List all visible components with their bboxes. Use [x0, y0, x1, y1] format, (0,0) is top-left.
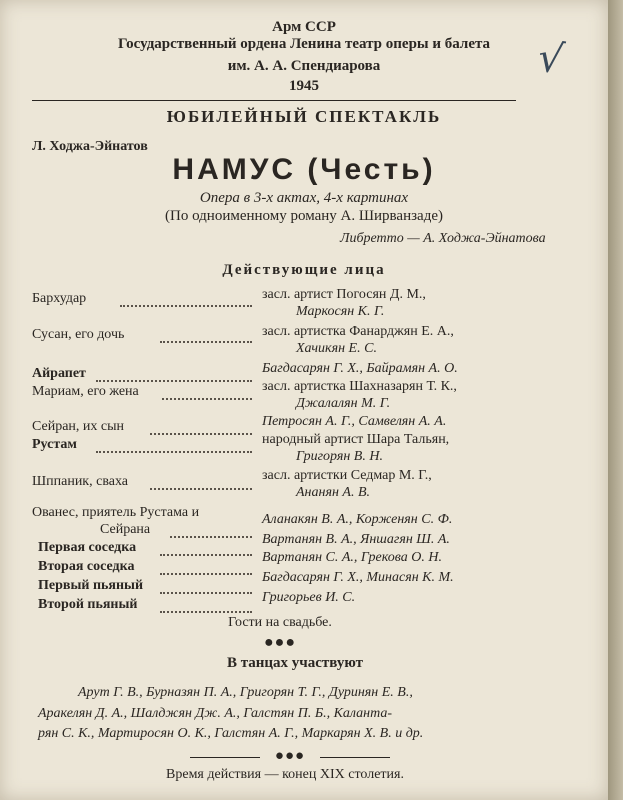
opera-subtitle: Опера в 3-х актах, 4-х картинах — [199, 190, 409, 206]
role-name: Первый пьяный — [38, 578, 144, 593]
page-edge — [608, 0, 623, 800]
header-year: 1945 — [289, 78, 319, 94]
performer-line: засл. артист Погосян Д. М., — [262, 287, 426, 302]
header-divider — [32, 100, 516, 101]
cast-heading: Действующие лица — [222, 262, 386, 278]
role-name: Сейран, их сын — [32, 419, 125, 434]
role-name: Бархудар — [32, 291, 87, 306]
time-of-action: Время действия — конец XIX столетия. — [166, 767, 404, 782]
performer-line: Петросян А. Г., Самвелян А. А. — [262, 414, 447, 429]
role-name: Рустам — [32, 437, 77, 452]
performer-line: засл. артистки Седмар М. Г., — [262, 468, 432, 483]
guests-note: Гости на свадьбе. — [228, 615, 332, 630]
role-name: Вторая соседка — [38, 559, 135, 574]
role-name: Шппаник, сваха — [32, 474, 128, 489]
leader-dots — [170, 536, 252, 538]
libretto-credit: Либретто — А. Ходжа-Эйнатова — [340, 231, 546, 246]
jubilee-heading: ЮБИЛЕЙНЫЙ СПЕКТАКЛЬ — [166, 107, 442, 126]
role-name: Второй пьяный — [38, 597, 138, 612]
header-theatre: Государственный ордена Ленина театр оперы и балета — [117, 36, 491, 52]
pen-checkmark: √ — [534, 34, 567, 84]
novel-source: (По одноименному роману А. Ширванзаде) — [165, 208, 443, 224]
ornament-rule-left — [190, 757, 260, 758]
composer-name: Л. Ходжа-Эйнатов — [32, 139, 148, 154]
performer-line: засл. артистка Фанарджян Е. А., — [262, 324, 454, 339]
leader-dots — [162, 398, 252, 400]
performer-line: Вартанян В. А., Яншагян Ш. А. — [262, 532, 450, 547]
header-republic: Арм ССР — [272, 19, 336, 35]
performer-line: Багдасарян Г. Х., Байрамян А. О. — [262, 361, 458, 376]
role-name: Айрапет — [32, 366, 86, 381]
leader-dots — [160, 573, 252, 575]
leader-dots — [96, 451, 252, 453]
performer-line: Ананян А. В. — [296, 485, 370, 500]
performer-line: Григорьев И. С. — [262, 590, 356, 605]
performer-line: народный артист Шара Тальян, — [262, 432, 450, 447]
performer-line: Багдасарян Г. Х., Минасян К. М. — [262, 570, 454, 585]
performer-line: Хачикян Е. С. — [296, 341, 377, 356]
role-name: Мариам, его жена — [32, 384, 139, 399]
performer-line: засл. артистка Шахназарян Т. К., — [262, 379, 457, 394]
leader-dots — [160, 554, 252, 556]
opera-title: НАМУС (Честь) — [172, 153, 436, 186]
header-named-after: им. А. А. Спендиарова — [227, 58, 381, 74]
leader-dots — [96, 380, 252, 382]
dance-heading: В танцах участвуют — [226, 655, 364, 671]
ornament-divider: ●●● — [264, 634, 296, 651]
dancers-line: Аракелян Д. А., Шалджян Дж. А., Галстян П. Б., Каланта- — [38, 706, 393, 721]
performer-line: Джалалян М. Г. — [296, 396, 391, 411]
leader-dots — [160, 592, 252, 594]
dancers-line: рян С. К., Мартиросян О. К., Галстян А. Г., Маркарян Х. В. и др. — [38, 726, 424, 741]
performer-line: Аланакян В. А., Корженян С. Ф. — [262, 512, 453, 527]
dancers-line: Арут Г. В., Бурназян П. А., Григорян Т. Г., Дуринян Е. В., — [78, 685, 413, 700]
leader-dots — [160, 341, 252, 343]
role-name: Ованес, приятель Рустама и — [32, 505, 200, 520]
role-name: Сусан, его дочь — [32, 327, 125, 342]
ornament-rule-right — [320, 757, 390, 758]
performer-line: Григорян В. Н. — [296, 449, 383, 464]
leader-dots — [120, 305, 252, 307]
leader-dots — [150, 433, 252, 435]
role-name: Первая соседка — [38, 540, 137, 555]
performer-line: Маркосян К. Г. — [296, 304, 385, 319]
leader-dots — [150, 488, 252, 490]
ornament-divider-bottom: ●●● — [274, 748, 306, 764]
role-name: Сейрана — [100, 522, 151, 537]
performer-line: Вартанян С. А., Грекова О. Н. — [262, 550, 442, 565]
leader-dots — [160, 611, 252, 613]
